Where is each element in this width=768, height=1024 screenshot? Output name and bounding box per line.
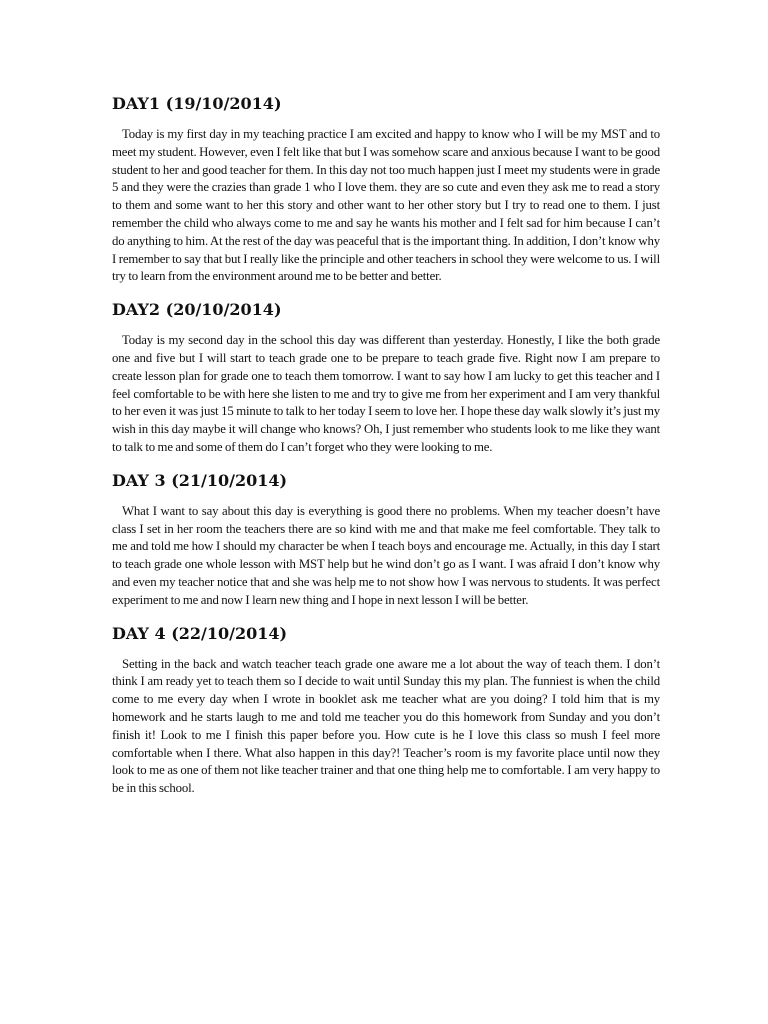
entry-heading: DAY 4 (22/10/2014) [112, 623, 288, 643]
entry-heading: DAY2 (20/10/2014) [112, 300, 282, 320]
document-page [112, 92, 660, 810]
entry-body: Today is my second day in the school this day was different than yesterday. Honestly, I like the both grade one and five but I will start to teach grade one to be prepare to teach grade five. Right now I am prepare to create lesson plan for grade one to teach them tomorrow. I want to say how I am lucky to get this teacher and I feel comfortable to be with here she listen to me and try to give me from her experiment and I am very thankful to her even it was just 15 minute to talk to her today I seem to love her. I hope these day walk slowly it’s just my wish in this day maybe it will change who knows? Oh, I just remember who students look to me like they want to talk to me and some of them do I can’t forget who they were looking to me. [112, 333, 660, 454]
entry-body: What I want to say about this day is everything is good there no problems. When my teacher doesn’t have class I set in her room the teachers there are so kind with me and that make me feel comfortable. They talk to me and told me how I should my character be when I teach boys and encourage me. Actually, in this day I start to teach grade one whole lesson with MST help but he wind don’t go as I want. I was afraid I don’t know why and even my teacher notice that and she was help me to not show how I was nervous to students. It was perfect experiment to me and now I learn new thing and I hope in next lesson I will be better. [112, 503, 660, 607]
diary-entry-day-1 [112, 92, 660, 286]
diary-entry-day-2 [112, 298, 660, 457]
entry-heading: DAY1 (19/10/2014) [112, 94, 282, 113]
diary-entry-day-4 [112, 622, 660, 798]
entry-heading: DAY 3 (21/10/2014) [112, 470, 288, 490]
diary-entry-day-3 [112, 469, 660, 610]
entry-body: Setting in the back and watch teacher teach grade one aware me a lot about the way of teach them. I don’t think I am ready yet to teach them so I decide to wait until Sunday this my plan. The funniest is when the child come to me every day when I wrote in booklet ask me teacher what are you doing? I told him that is my homework and he starts laugh to me and told me teacher you do this homework from Sunday and you don’t finish it! Look to me I finish this paper before you. How cute is he I love this class so mush I feel more comfortable when I there. What also happen in this day?! Teacher’s room is my favorite place until now they look to me as one of them not like teacher trainer and that one thing help me to comfortable. I am very happy to be in this school. [112, 656, 660, 796]
entry-body: Today is my first day in my teaching practice I am excited and happy to know who I will be my MST and to meet my student. However, even I felt like that but I was somehow scare and anxious because I want to be good student to her and good teacher for them. In this day not too much happen just I meet my students were in grade 5 and they were the crazies than grade 1 who I love them. they are so cute and even they ask me to read a story to them and some want to her this story and other want to her other story but I try to read one to them. I just remember the child who always come to me and say he wants his mother and I felt sad for him because I can’t do anything to him. At the rest of the day was peaceful that is the important thing. In addition, I don’t know why I remember to say that but I really like the principle and other teachers in school they were welcome to us. I will try to learn from the environment around me to be better and better. [112, 127, 660, 284]
